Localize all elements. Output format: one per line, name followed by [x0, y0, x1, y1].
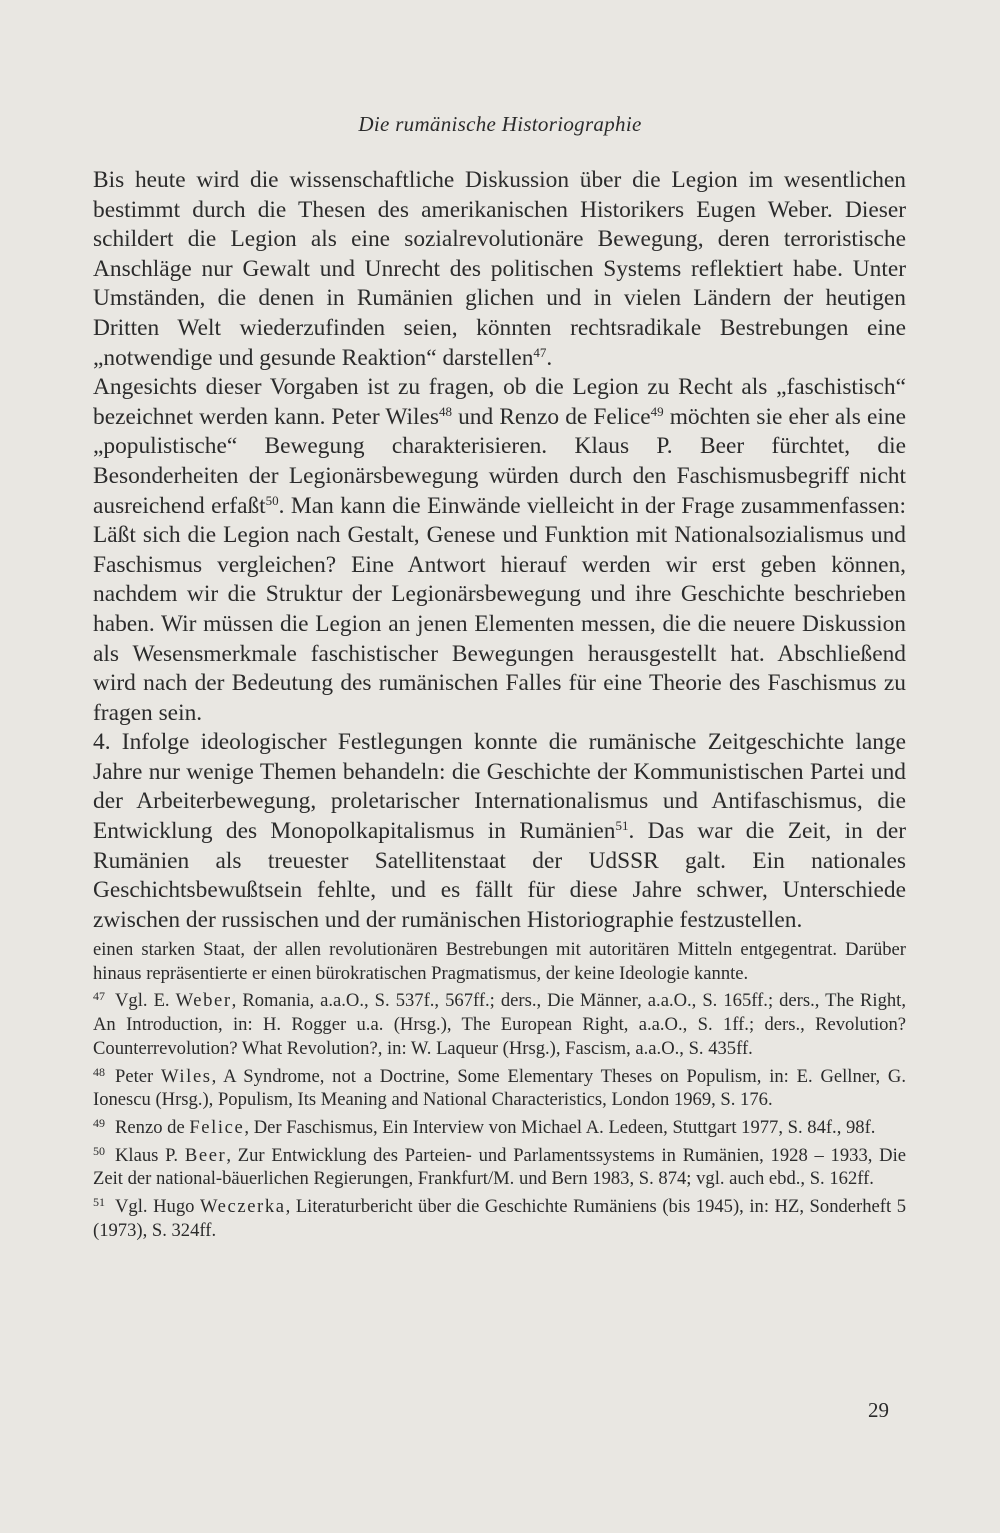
paragraph-text: Angesichts dieser Vorgaben ist zu fragen, ob die Legion zu Recht als „faschistisch“ bezeichnet werden kann. Peter Wiles: [93, 374, 906, 430]
footnote-ref-48[interactable]: 48: [438, 403, 452, 419]
footnote-48: [93, 1061, 906, 1112]
footnote-number: 49: [93, 1115, 105, 1130]
author-name: Felice: [189, 1116, 245, 1138]
footnote-ref-47[interactable]: 47: [533, 344, 547, 360]
footnote-ref-51[interactable]: 51: [615, 818, 629, 834]
footnote-number: 51: [93, 1195, 105, 1210]
author-name: Weczerka: [199, 1196, 286, 1218]
footnote-ref-49[interactable]: 49: [650, 403, 664, 419]
footnote-47: [93, 985, 906, 1060]
paragraph-section-4: [93, 728, 906, 935]
footnote-number: 48: [93, 1064, 105, 1079]
footnote-text: Renzo de: [115, 1116, 190, 1138]
footnote-text: Peter: [115, 1065, 162, 1087]
author-name: Weber: [175, 990, 232, 1012]
paragraph-text: .: [546, 344, 553, 371]
footnote-51: [93, 1191, 906, 1242]
footnote-text: , Literaturbericht über die Geschichte Rumäniens (bis 1945), in: HZ, Sonderheft 5 (1973), S. 324ff.: [93, 1196, 906, 1241]
footnote-ref-50[interactable]: 50: [265, 492, 279, 508]
page-number: 29: [868, 1398, 889, 1422]
footnotes: [93, 938, 906, 1242]
footnote-text: Vgl. Hugo: [115, 1196, 200, 1218]
footnote-number: 47: [93, 989, 105, 1004]
footnote-text: , A Syndrome, not a Doctrine, Some Elementary Theses on Populism, in: E. Gellner, G. Ionescu (Hrsg.), Populism, Its Meaning and National Characteristics, London 1969, S. 176.: [93, 1065, 906, 1111]
footnote-49: [93, 1112, 906, 1140]
footnote-number: 50: [93, 1143, 105, 1158]
paragraph-text: . Man kann die Einwände vielleicht in der Frage zusammenfassen: Läßt sich die Legion nach Gestalt, Genese und Funktion mit Nationalsozialismus und Faschismus vergleichen? Eine Antwort hierauf werden wir erst geben können, nachdem wir die Struktur der Legionärsbewegung und ihre Geschichte beschrieben haben. Wir müssen die Legion an jenen Elementen messen, die die neuere Diskussion als Wesensmerkmale faschistischer Bewegungen herausgestellt hat. Abschließend wird nach der Bedeutung des rumänischen Falles für eine Theorie des Faschismus zu fragen sein.: [93, 492, 906, 726]
footnote-continuation: einen starken Staat, der allen revolutionären Bestrebungen mit autoritären Mitteln entgegentrat. Darüber hinaus repräsentierte er einen bürokratischen Pragmatismus, der keine Ideologie kannte.: [93, 939, 906, 984]
paragraph-text: möchten sie eher als eine „populistische“ Bewegung charakterisieren. Klaus P. Beer fürchtet, die Besonderheiten der Legionärsbewegung würden durch den Faschismusbegriff nicht ausreichend erfaßt: [93, 403, 906, 519]
paragraph-weber: [93, 166, 906, 373]
footnote-text: , Zur Entwicklung des Parteien- und Parlamentssystems in Rumänien, 1928 – 1933, Die Zeit der national-bäuerlichen Regierungen, Frankfurt/M. und Bern 1983, S. 874; vgl. auch ebd., S. 162ff.: [93, 1144, 907, 1190]
paragraph-text: und Renzo de Felice: [451, 403, 651, 430]
paragraph-text: 4. Infolge ideologischer Festlegungen konnte die rumänische Zeitgeschichte lange Jahre nur wenige Themen behandeln: die Geschichte der Kommunistischen Partei und der Arbeiterbewegung, proletarischer Internationalismus und Antifaschismus, die Entwicklung des Monopolkapitalismus in Rumänien: [93, 729, 906, 845]
paragraph-fascism-question: [93, 373, 906, 728]
paragraph-text: Bis heute wird die wissenschaftliche Diskussion über die Legion im wesentlichen bestimmt durch die Thesen des amerikanischen Historikers Eugen Weber. Dieser schildert die Legion als eine sozialrevolutionäre Bewegung, deren terroristische Anschläge nur Gewalt und Unrecht des politischen Systems reflektiert habe. Unter Umständen, die denen in Rumänien glichen und in vielen Ländern der heutigen Dritten Welt wiederzufinden seien, könnten rechtsradikale Bestrebungen eine „notwendige und gesunde Reaktion“ darstellen: [93, 167, 906, 371]
footnote-text: Vgl. E.: [115, 990, 176, 1012]
author-name: Beer: [184, 1144, 227, 1166]
author-name: Wiles: [161, 1065, 212, 1087]
footnote-text: , Der Faschismus, Ein Interview von Michael A. Ledeen, Stuttgart 1977, S. 84f., 98f.: [244, 1116, 876, 1138]
running-head: Die rumänische Historiographie: [358, 112, 642, 136]
paragraph-text: . Das war die Zeit, in der Rumänien als treuester Satellitenstaat der UdSSR galt. Ein nationales Geschichtsbewußtsein fehlte, und es fällt für diese Jahre schwer, Unterschiede zwischen der russischen und der rumänischen Historiographie festzustellen.: [93, 818, 906, 933]
footnote-text: , Romania, a.a.O., S. 537f., 567ff.; ders., Die Männer, a.a.O., S. 165ff.; ders., The Right, An Introduction, in: H. Rogger u.a. (Hrsg.), The European Right, a.a.O., S. 1ff.; ders., Revolution? Counterrevolution? What Revolution?, in: W. Laqueur (Hrsg.), Fascism, a.a.O., S. 435ff.: [93, 990, 906, 1059]
footnote-text: Klaus P.: [115, 1144, 185, 1166]
footnote-50: [93, 1140, 906, 1191]
main-text: [93, 166, 906, 935]
